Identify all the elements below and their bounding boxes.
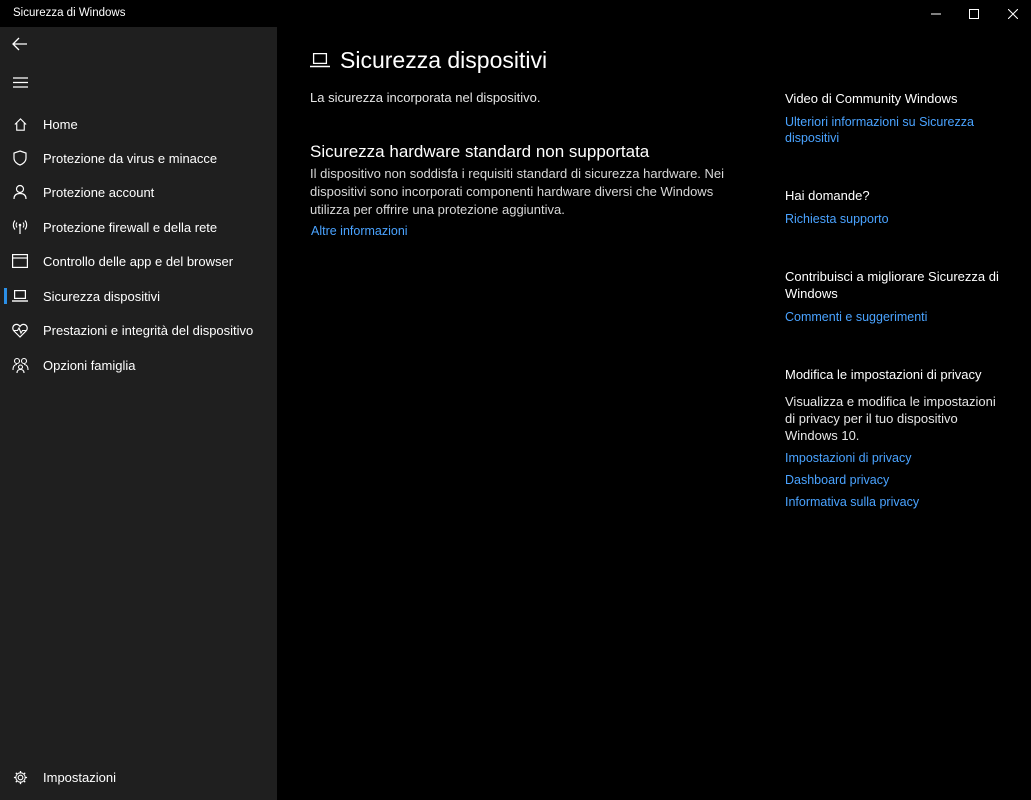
back-button[interactable] <box>0 27 40 61</box>
page-header <box>310 47 547 74</box>
hamburger-icon <box>13 77 28 88</box>
sidebar-item-label: Prestazioni e integrità del dispositivo <box>43 322 254 338</box>
hamburger-menu-button[interactable] <box>0 65 40 99</box>
privacy-settings-link[interactable]: Impostazioni di privacy <box>785 451 912 465</box>
feedback-link[interactable]: Commenti e suggerimenti <box>785 310 928 324</box>
privacy-block <box>785 366 1000 510</box>
privacy-statement-link[interactable]: Informativa sulla privacy <box>785 495 920 509</box>
gear-icon <box>0 760 40 794</box>
sidebar <box>0 27 277 800</box>
questions-heading: Hai domande? <box>785 188 870 203</box>
sidebar-item-device-security[interactable] <box>0 279 277 313</box>
sidebar-item-label: Impostazioni <box>43 769 116 785</box>
sidebar-item-label: Protezione da virus e minacce <box>43 150 218 166</box>
person-icon <box>0 175 40 209</box>
section-title: Sicurezza hardware standard non supportata <box>310 142 650 161</box>
sidebar-item-label: Protezione account <box>43 184 155 200</box>
sidebar-item-device-performance[interactable] <box>0 313 277 347</box>
sidebar-item-label: Opzioni famiglia <box>43 357 136 373</box>
community-video-block <box>785 90 1000 146</box>
support-request-link[interactable]: Richiesta supporto <box>785 212 889 226</box>
home-icon <box>0 107 40 141</box>
sidebar-item-label: Sicurezza dispositivi <box>43 288 161 304</box>
heart-pulse-icon <box>0 313 40 347</box>
privacy-heading: Modifica le impostazioni di privacy <box>785 367 982 382</box>
sidebar-item-label: Home <box>43 116 78 132</box>
close-button[interactable] <box>990 0 1031 27</box>
maximize-icon <box>969 9 979 19</box>
window-title: Sicurezza di Windows <box>13 7 126 19</box>
sidebar-item-firewall[interactable] <box>0 210 277 244</box>
main-content <box>277 27 1031 800</box>
shield-icon <box>0 141 40 175</box>
privacy-text: Visualizza e modifica le impostazioni di privacy per il tuo dispositivo Windows 10. <box>785 394 996 443</box>
close-icon <box>1008 9 1018 19</box>
sidebar-item-family-options[interactable] <box>0 348 277 382</box>
sidebar-item-label: Protezione firewall e della rete <box>43 219 218 235</box>
sidebar-item-app-browser-control[interactable] <box>0 244 277 278</box>
section-description: Il dispositivo non soddisfa i requisiti standard di sicurezza hardware. Nei dispositivi sono incorporati componenti hardware diversi che Windows utilizza per offrire una protezione aggiuntiva. <box>310 166 725 217</box>
laptop-icon <box>0 279 40 313</box>
back-arrow-icon <box>12 37 28 51</box>
page-subtitle: La sicurezza incorporata nel dispositivo. <box>310 90 541 105</box>
sidebar-item-settings[interactable] <box>0 760 277 794</box>
questions-block <box>785 187 1000 227</box>
family-icon <box>0 348 40 382</box>
page-title: Sicurezza dispositivi <box>340 47 548 73</box>
sidebar-item-label: Controllo delle app e del browser <box>43 253 234 269</box>
wifi-antenna-icon <box>0 210 40 244</box>
improve-block <box>785 268 1000 325</box>
device-security-info-link[interactable]: Ulteriori informazioni su Sicurezza dispositivi <box>785 115 974 145</box>
more-info-link[interactable]: Altre informazioni <box>311 224 408 238</box>
laptop-icon <box>310 53 330 68</box>
community-video-heading: Video di Community Windows <box>785 91 958 106</box>
privacy-dashboard-link[interactable]: Dashboard privacy <box>785 473 890 487</box>
sidebar-item-account-protection[interactable] <box>0 175 277 209</box>
sidebar-item-virus-protection[interactable] <box>0 141 277 175</box>
improve-heading: Contribuisci a migliorare Sicurezza di Windows <box>785 269 999 301</box>
minimize-icon <box>931 9 941 19</box>
sidebar-item-home[interactable] <box>0 107 277 141</box>
title-bar <box>0 0 1031 27</box>
browser-window-icon <box>0 244 40 278</box>
